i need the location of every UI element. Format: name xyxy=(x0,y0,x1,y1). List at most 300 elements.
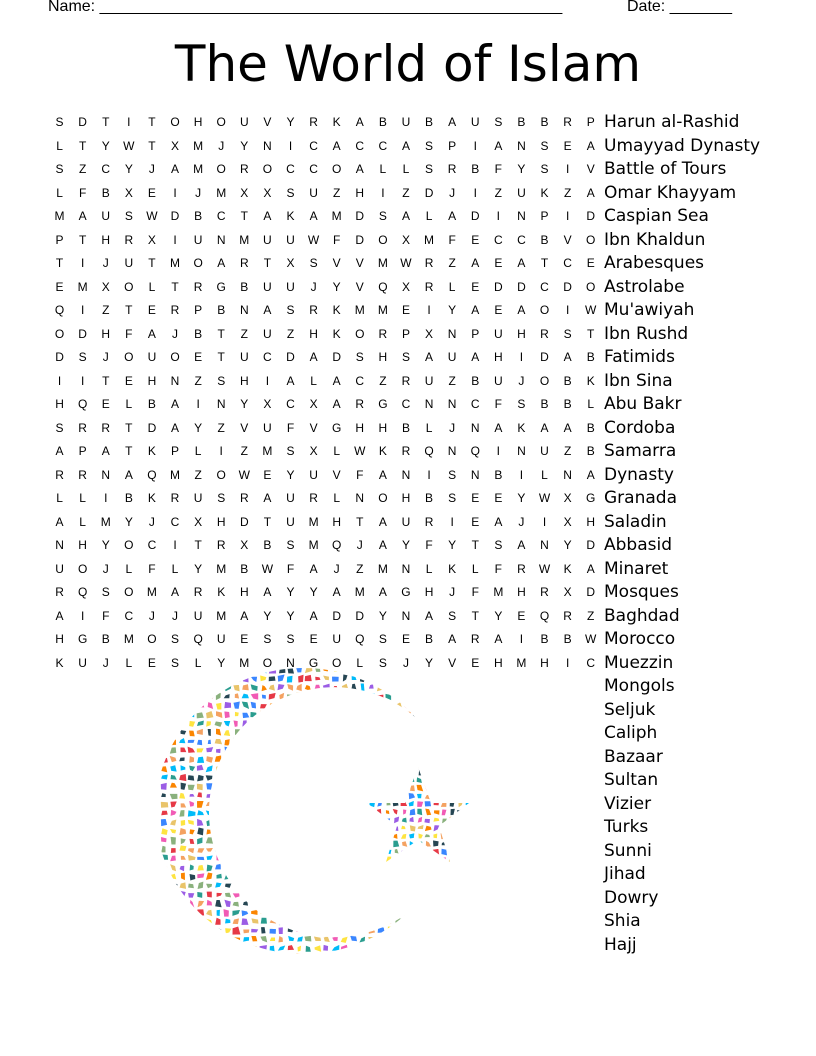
grid-letter: F xyxy=(494,162,502,176)
grid-letter: R xyxy=(447,162,457,176)
grid-letter: C xyxy=(586,655,596,670)
grid-letter: S xyxy=(286,538,295,552)
grid-letter: A xyxy=(517,303,526,317)
grid-letter: U xyxy=(493,373,503,388)
grid-letter: P xyxy=(171,444,180,458)
grid-letter: D xyxy=(586,209,596,223)
grid-letter: Y xyxy=(401,538,410,552)
grid-letter: I xyxy=(104,491,108,505)
grid-letter: A xyxy=(563,350,572,364)
grid-letter: I xyxy=(473,138,477,153)
grid-letter: B xyxy=(586,350,595,364)
grid-letter: V xyxy=(240,420,249,435)
grid-letter: B xyxy=(194,326,203,341)
grid-letter: J xyxy=(102,256,109,270)
word-list-item: Baghdad xyxy=(604,605,680,626)
grid-letter: Y xyxy=(194,561,203,576)
grid-letter: H xyxy=(309,326,318,341)
grid-letter: S xyxy=(124,209,133,223)
grid-letter: Q xyxy=(332,538,342,552)
grid-letter: I xyxy=(427,303,431,317)
grid-letter: J xyxy=(172,326,179,341)
grid-letter: S xyxy=(101,585,110,599)
grid-letter: E xyxy=(263,467,272,482)
grid-letter: F xyxy=(356,467,364,482)
grid-letter: Y xyxy=(286,608,295,623)
grid-letter: J xyxy=(449,185,456,200)
grid-letter: X xyxy=(425,326,434,341)
grid-letter: E xyxy=(240,632,249,646)
grid-letter: J xyxy=(148,514,155,529)
grid-letter: I xyxy=(565,655,570,670)
grid-letter: V xyxy=(309,420,318,435)
grid-letter: S xyxy=(448,491,457,505)
word-list-item: Sultan xyxy=(604,770,659,790)
grid-letter: F xyxy=(148,561,156,576)
grid-letter: B xyxy=(101,185,110,200)
date-field-label: Date: _______ xyxy=(627,0,732,15)
grid-letter: S xyxy=(425,162,434,176)
grid-letter: A xyxy=(55,514,64,529)
grid-letter: N xyxy=(286,655,295,670)
grid-letter: N xyxy=(401,608,411,623)
grid-letter: Y xyxy=(124,162,133,176)
grid-letter: M xyxy=(216,185,227,200)
grid-letter: A xyxy=(55,444,64,458)
grid-letter: K xyxy=(147,491,156,505)
grid-letter: J xyxy=(102,655,109,670)
word-list-item: Cordoba xyxy=(604,417,676,438)
grid-letter: L xyxy=(125,655,133,670)
grid-letter: B xyxy=(586,444,595,458)
grid-letter: V xyxy=(448,655,457,670)
grid-letter: M xyxy=(54,209,65,223)
grid-letter: O xyxy=(124,350,134,364)
grid-letter: E xyxy=(563,138,572,153)
grid-letter: R xyxy=(55,585,64,599)
grid-letter: I xyxy=(57,373,62,388)
grid-letter: C xyxy=(147,538,157,552)
crescent-mosaic xyxy=(160,665,480,955)
grid-letter: Y xyxy=(448,538,457,552)
grid-letter: U xyxy=(470,115,480,129)
grid-letter: I xyxy=(219,444,223,458)
grid-letter: N xyxy=(170,373,180,388)
grid-letter: O xyxy=(378,491,388,505)
grid-letter: T xyxy=(194,538,202,552)
word-list-item: Mu'awiyah xyxy=(604,300,695,320)
grid-letter: T xyxy=(125,303,133,317)
grid-letter: D xyxy=(55,350,64,364)
grid-letter: I xyxy=(496,444,500,458)
grid-letter: M xyxy=(146,585,157,599)
grid-letter: W xyxy=(400,256,412,270)
word-list-item: Minaret xyxy=(604,558,669,579)
grid-letter: M xyxy=(100,514,111,529)
grid-letter: E xyxy=(471,491,480,505)
word-list-item: Abu Bakr xyxy=(604,394,682,414)
grid-letter: O xyxy=(147,632,157,646)
word-list-item: Samarra xyxy=(604,441,677,461)
grid-letter: S xyxy=(309,256,318,270)
grid-letter: A xyxy=(263,303,272,317)
grid-letter: U xyxy=(193,608,203,623)
grid-letter: T xyxy=(540,256,549,270)
grid-letter: A xyxy=(401,138,410,153)
grid-letter: H xyxy=(493,350,503,364)
grid-letter: S xyxy=(378,209,387,223)
word-list-item: Morocco xyxy=(604,629,676,649)
grid-letter: N xyxy=(55,538,64,552)
grid-letter: S xyxy=(494,115,503,129)
grid-letter: R xyxy=(78,420,87,435)
grid-letter: N xyxy=(263,138,272,153)
grid-letter: Q xyxy=(470,444,480,458)
grid-letter: A xyxy=(171,420,180,435)
grid-letter: O xyxy=(586,279,596,294)
grid-letter: Y xyxy=(332,279,341,294)
grid-letter: A xyxy=(586,561,595,576)
grid-letter: G xyxy=(216,279,226,294)
grid-letter: F xyxy=(494,561,502,576)
grid-row xyxy=(48,370,595,394)
grid-letter: K xyxy=(563,561,572,576)
grid-letter: N xyxy=(401,467,411,482)
grid-row xyxy=(48,558,595,582)
grid-letter: T xyxy=(471,608,479,623)
grid-letter: P xyxy=(55,232,64,247)
grid-letter: A xyxy=(586,185,595,200)
grid-letter: H xyxy=(586,514,596,529)
grid-letter: S xyxy=(286,185,295,200)
grid-letter: E xyxy=(471,232,480,247)
word-list-item: Abbasid xyxy=(604,535,672,555)
grid-letter: S xyxy=(448,467,457,482)
grid-letter: F xyxy=(125,326,133,341)
grid-letter: I xyxy=(565,303,570,317)
grid-letter: K xyxy=(332,303,341,317)
grid-letter: S xyxy=(355,350,364,364)
grid-row xyxy=(48,323,595,347)
grid-letter: I xyxy=(288,138,293,153)
grid-letter: W xyxy=(354,444,366,458)
grid-letter: S xyxy=(55,162,64,176)
grid-letter: S xyxy=(540,162,549,176)
grid-letter: M xyxy=(262,444,273,458)
grid-letter: G xyxy=(378,397,388,411)
grid-letter: Y xyxy=(309,585,318,599)
grid-letter: M xyxy=(216,561,227,576)
grid-letter: C xyxy=(493,232,503,247)
grid-letter: M xyxy=(377,303,388,317)
word-list-item: Jihad xyxy=(604,864,646,884)
grid-letter: L xyxy=(333,444,341,458)
grid-letter: A xyxy=(101,444,110,458)
grid-letter: A xyxy=(332,585,341,599)
grid-letter: G xyxy=(332,420,342,435)
grid-row xyxy=(48,252,595,276)
grid-letter: N xyxy=(517,444,526,458)
grid-letter: A xyxy=(171,585,180,599)
grid-letter: C xyxy=(355,373,365,388)
grid-letter: R xyxy=(239,256,249,270)
grid-letter: X xyxy=(563,491,572,505)
grid-letter: M xyxy=(377,561,388,576)
grid-letter: U xyxy=(263,279,272,294)
grid-letter: C xyxy=(170,514,180,529)
grid-letter: T xyxy=(148,256,156,270)
grid-letter: M xyxy=(239,655,250,670)
grid-letter: A xyxy=(332,373,341,388)
grid-row xyxy=(48,229,596,253)
grid-letter: A xyxy=(494,420,503,435)
grid-letter: A xyxy=(378,467,387,482)
grid-letter: A xyxy=(471,256,480,270)
grid-letter: S xyxy=(378,655,387,670)
grid-letter: I xyxy=(173,185,177,200)
grid-letter: B xyxy=(425,115,434,129)
grid-letter: R xyxy=(309,303,318,317)
grid-letter: K xyxy=(55,655,64,670)
grid-letter: P xyxy=(471,326,480,341)
grid-row xyxy=(48,111,595,135)
grid-letter: R xyxy=(470,632,480,646)
grid-letter: I xyxy=(473,185,477,200)
grid-letter: A xyxy=(332,397,341,411)
grid-letter: O xyxy=(332,655,342,670)
grid-letter: Z xyxy=(494,185,502,200)
grid-letter: P xyxy=(448,138,457,153)
grid-letter: V xyxy=(263,115,272,129)
word-list-item: Arabesques xyxy=(604,253,705,273)
grid-letter: Z xyxy=(333,185,341,200)
grid-letter: E xyxy=(471,655,480,670)
grid-letter: M xyxy=(193,162,204,176)
grid-letter: Z xyxy=(563,444,572,458)
grid-letter: R xyxy=(309,491,318,505)
grid-letter: A xyxy=(471,350,480,364)
grid-letter: I xyxy=(519,467,524,482)
grid-letter: Y xyxy=(101,538,110,552)
grid-letter: N xyxy=(101,467,111,482)
grid-letter: O xyxy=(332,162,342,176)
grid-letter: R xyxy=(239,491,249,505)
grid-letter: E xyxy=(517,608,526,623)
grid-letter: N xyxy=(424,397,434,411)
grid-letter: U xyxy=(78,655,87,670)
grid-letter: S xyxy=(563,326,572,341)
grid-letter: S xyxy=(171,632,180,646)
grid-letter: X xyxy=(101,279,110,294)
grid-letter: B xyxy=(147,397,156,411)
grid-letter: B xyxy=(194,209,203,223)
grid-letter: B xyxy=(540,632,549,646)
grid-letter: A xyxy=(425,350,434,364)
grid-letter: W xyxy=(123,138,135,153)
word-list-item: Caliph xyxy=(604,723,658,743)
grid-letter: N xyxy=(216,397,226,411)
grid-letter: I xyxy=(450,514,454,529)
grid-letter: O xyxy=(124,538,134,552)
grid-letter: L xyxy=(148,279,156,294)
word-list-item: Mongols xyxy=(604,676,675,696)
grid-letter: T xyxy=(171,279,179,294)
grid-letter: K xyxy=(332,326,341,341)
word-list-item: Shia xyxy=(604,911,641,931)
grid-letter: F xyxy=(78,185,87,200)
grid-letter: J xyxy=(102,350,109,364)
grid-letter: X xyxy=(263,185,272,200)
grid-letter: C xyxy=(101,162,111,176)
grid-letter: O xyxy=(124,279,134,294)
grid-letter: L xyxy=(425,561,433,576)
grid-letter: D xyxy=(517,279,526,294)
grid-letter: V xyxy=(355,279,364,294)
grid-letter: H xyxy=(540,655,549,670)
grid-letter: H xyxy=(216,514,226,529)
page-title: The World of Islam xyxy=(174,35,642,93)
word-list-item: Battle of Tours xyxy=(604,159,727,179)
grid-letter: O xyxy=(124,585,134,599)
grid-letter: R xyxy=(309,115,318,129)
grid-letter: U xyxy=(332,632,341,646)
grid-letter: W xyxy=(538,561,551,576)
grid-letter: Y xyxy=(517,491,526,505)
grid-letter: L xyxy=(541,467,548,482)
grid-letter: T xyxy=(217,326,225,341)
grid-letter: J xyxy=(356,538,363,552)
word-list-item: Bazaar xyxy=(604,746,663,767)
grid-letter: K xyxy=(586,373,595,388)
grid-letter: D xyxy=(147,420,157,435)
grid-letter: M xyxy=(239,232,250,247)
grid-letter: T xyxy=(102,373,110,388)
word-list-item: Omar Khayyam xyxy=(604,182,737,203)
grid-letter: H xyxy=(517,326,526,341)
grid-letter: A xyxy=(378,514,387,529)
grid-letter: O xyxy=(170,115,180,129)
grid-letter: H xyxy=(378,420,388,435)
grid-letter: Z xyxy=(217,420,225,435)
word-list-item: Fatimids xyxy=(604,347,675,367)
word-list-item: Ibn Sina xyxy=(604,370,673,391)
grid-letter: C xyxy=(355,138,365,153)
grid-letter: Q xyxy=(355,632,365,646)
grid-letter: P xyxy=(194,303,203,317)
grid-letter: V xyxy=(586,162,595,176)
grid-letter: B xyxy=(563,632,572,646)
grid-letter: T xyxy=(125,420,133,435)
grid-row xyxy=(48,464,595,488)
grid-letter: C xyxy=(378,138,388,153)
grid-letter: A xyxy=(171,397,180,411)
grid-letter: G xyxy=(401,585,411,599)
grid-letter: T xyxy=(78,232,87,247)
grid-letter: U xyxy=(540,444,549,458)
grid-row xyxy=(48,205,596,229)
grid-letter: H xyxy=(424,585,434,599)
grid-letter: F xyxy=(448,232,456,247)
grid-letter: I xyxy=(80,373,85,388)
grid-letter: E xyxy=(55,279,64,294)
grid-letter: M xyxy=(424,232,435,247)
grid-letter: V xyxy=(332,467,341,482)
grid-letter: O xyxy=(539,303,550,317)
grid-letter: S xyxy=(378,632,387,646)
grid-letter: M xyxy=(493,585,504,599)
grid-letter: C xyxy=(309,138,318,153)
grid-letter: L xyxy=(333,491,341,505)
grid-letter: W xyxy=(538,491,551,505)
grid-letter: Y xyxy=(286,115,295,129)
grid-letter: X xyxy=(194,514,203,529)
grid-letter: D xyxy=(355,232,365,247)
grid-letter: E xyxy=(494,491,503,505)
grid-letter: X xyxy=(171,138,180,153)
grid-letter: T xyxy=(55,256,64,270)
grid-letter: A xyxy=(425,608,434,623)
grid-letter: J xyxy=(333,561,340,576)
grid-letter: S xyxy=(171,655,180,670)
grid-letter: Y xyxy=(517,162,526,176)
grid-letter: I xyxy=(127,115,131,129)
grid-letter: L xyxy=(356,655,364,670)
grid-letter: M xyxy=(354,585,365,599)
grid-letter: S xyxy=(55,420,64,435)
word-list-item: Muezzin xyxy=(604,652,674,673)
grid-letter: X xyxy=(263,397,272,411)
word-list-item: Seljuk xyxy=(604,699,656,720)
grid-letter: L xyxy=(171,561,179,576)
grid-letter: J xyxy=(518,514,525,529)
grid-letter: Z xyxy=(194,467,202,482)
grid-letter: Y xyxy=(563,538,572,552)
grid-row xyxy=(48,628,597,652)
grid-letter: H xyxy=(401,491,411,505)
grid-row xyxy=(48,299,597,323)
grid-letter: A xyxy=(263,209,272,223)
grid-letter: A xyxy=(355,162,364,176)
grid-letter: D xyxy=(586,538,596,552)
grid-letter: B xyxy=(563,397,572,411)
word-list-item: Astrolabe xyxy=(604,276,685,297)
grid-letter: A xyxy=(309,608,318,623)
grid-letter: C xyxy=(309,162,318,176)
grid-letter: D xyxy=(586,585,596,599)
grid-letter: M xyxy=(308,538,319,552)
grid-letter: I xyxy=(265,373,270,388)
grid-letter: H xyxy=(517,585,526,599)
grid-letter: O xyxy=(586,232,596,247)
grid-letter: W xyxy=(238,467,250,482)
header xyxy=(0,0,816,20)
grid-letter: T xyxy=(148,138,156,153)
grid-letter: H xyxy=(355,185,365,200)
grid-letter: A xyxy=(240,608,249,623)
grid-letter: F xyxy=(102,608,110,623)
grid-row xyxy=(48,417,595,441)
grid-letter: H xyxy=(355,420,365,435)
grid-letter: K xyxy=(540,185,549,200)
grid-letter: B xyxy=(240,561,249,576)
grid-letter: E xyxy=(471,279,480,294)
grid-letter: A xyxy=(494,632,503,646)
grid-letter: I xyxy=(80,256,85,270)
grid-letter: N xyxy=(447,444,457,458)
grid-letter: L xyxy=(79,491,86,505)
grid-letter: E xyxy=(401,632,410,646)
grid-letter: H xyxy=(78,538,87,552)
